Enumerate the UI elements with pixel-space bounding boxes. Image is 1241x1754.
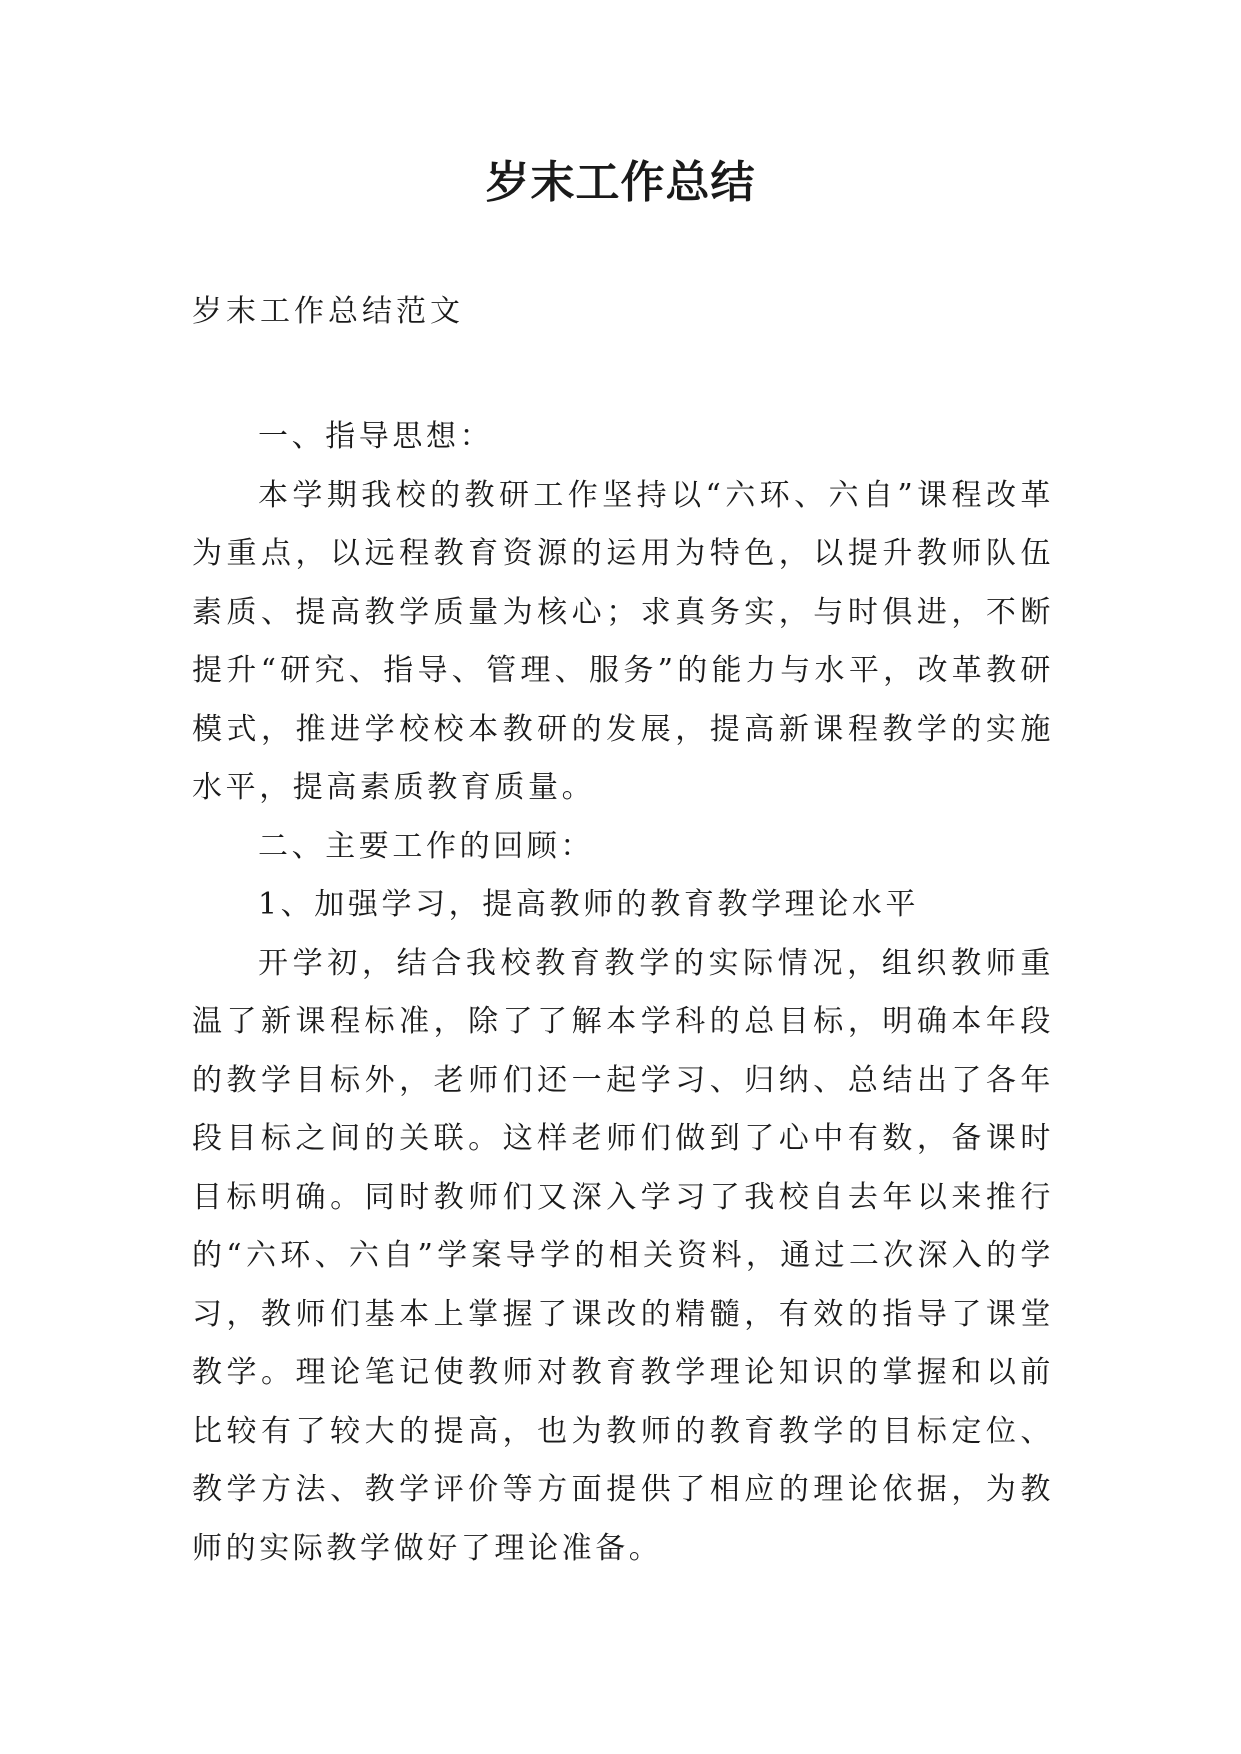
document-subtitle: 岁末工作总结范文 <box>192 294 464 329</box>
section-heading-work-review: 二、主要工作的回顾： <box>258 828 594 864</box>
subheading-strengthen-learning: 1、加强学习，提高教师的教育教学理论水平 <box>258 887 920 922</box>
document-body <box>192 408 1054 1578</box>
section-heading-guiding-thought: 一、指导思想： <box>258 419 494 454</box>
paragraph-strengthen-learning: 开学初，结合我校教育教学的实际情况，组织教师重温了新课程标准，除了了解本学科的总目标，明确本年段的教学目标外，老师们还一起学习、归纳、总结出了各年段目标之间的关联。这样老师们做到了心中有数，备课时目标明确。同时教师们又深入学习了我校自去年以来推行的“六环、六自”学案导学的相关资料，通过二次深入的学习，教师们基本上掌握了课改的精髓，有效的指导了课堂教学。理论笔记使教师对教育教学理论知识的掌握和以前比较有了较大的提高，也为教师的教育教学的目标定位、教学方法、教学评价等方面提供了相应的理论依据，为教师的实际教学做好了理论准备。 <box>192 945 1054 1566</box>
document-title: 岁末工作总结 <box>485 157 756 208</box>
paragraph-guiding-thought: 本学期我校的教研工作坚持以“六环、六自”课程改革为重点，以远程教育资源的运用为特色，以提升教师队伍素质、提高教学质量为核心；求真务实，与时俱进，不断提升“研究、指导、管理、服务”的能力与水平，改革教研模式，推进学校校本教研的发展，提高新课程教学的实施水平，提高素质教育质量。 <box>192 477 1054 805</box>
